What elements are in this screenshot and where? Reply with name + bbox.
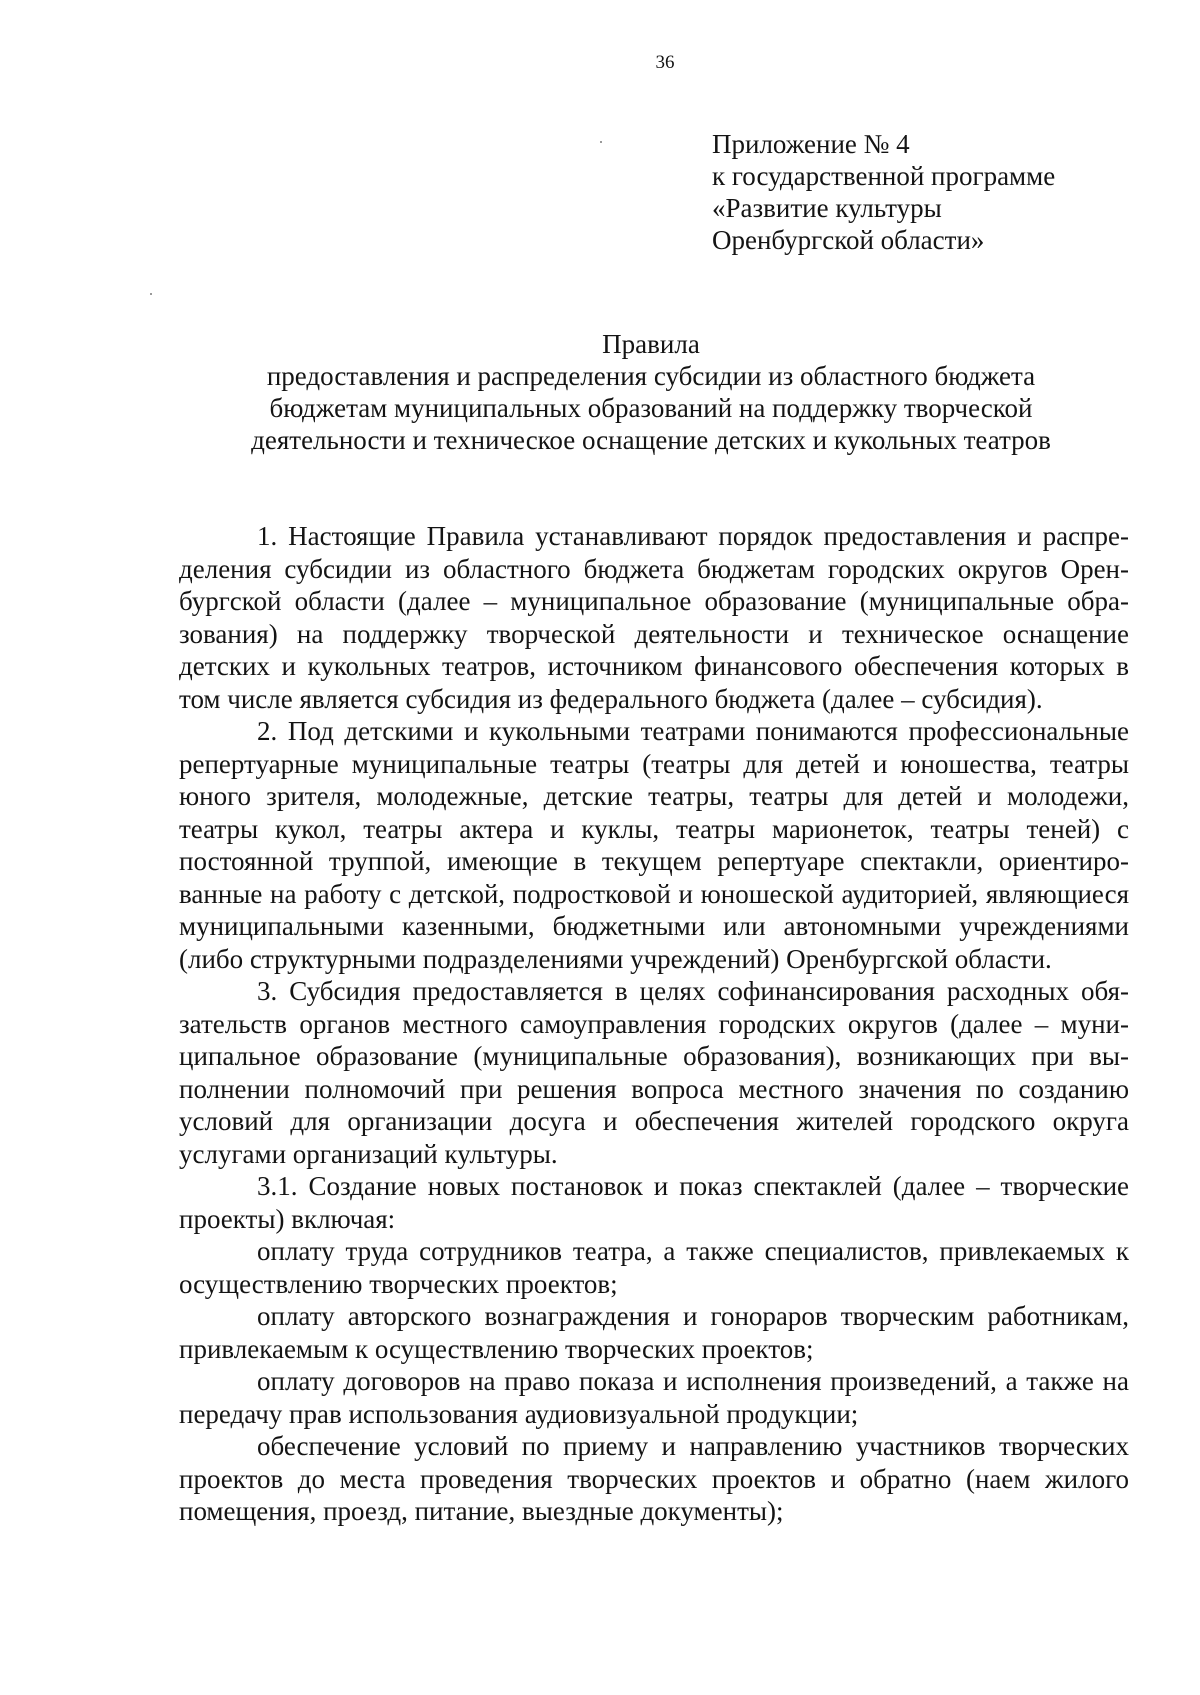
appendix-line: Оренбургской области» xyxy=(712,225,985,255)
list-item: оплату авторского вознаграждения и гонораров творческим работникам, привлекаемым к осуществлению творческих проектов; xyxy=(179,1301,1129,1364)
title-line: деятельности и техническое оснащение детских и кукольных театров xyxy=(251,425,1051,455)
appendix-line: к государственной программе xyxy=(712,161,1056,191)
appendix-header xyxy=(712,128,1055,256)
paragraph-3-1: 3.1. Создание новых постановок и показ спектаклей (далее – творческие проекты) включая: xyxy=(179,1171,1129,1234)
list-item: оплату договоров на право показа и исполнения произведений, а также на передачу прав использования аудиовизуальной продукции; xyxy=(179,1366,1129,1429)
list-item: оплату труда сотрудников театра, а также специалистов, привлекаемых к осуществлению творческих проектов; xyxy=(179,1236,1129,1299)
appendix-line: «Развитие культуры xyxy=(712,193,942,223)
document-body xyxy=(179,520,1129,1528)
appendix-line: Приложение № 4 xyxy=(712,129,910,159)
list-item: обеспечение условий по приему и направлению участников творческих проектов до места проведения творческих проектов и обратно (наем жилого помещения, проезд, питание, выездные документы); xyxy=(179,1431,1129,1526)
title-line: бюджетам муниципальных образований на поддержку творческой xyxy=(269,393,1033,423)
paragraph-1: 1. Настоящие Правила устанавливают порядок предоставления и распределения субсидии из областного бюджета бюджетам городских округов Оренбургской области (далее – муниципальное образование (муниципальные образования) на поддержку творческой деятельности и техническое оснащение детских и кукольных театров, источником финансового обеспечения которых в том числе является субсидия из федерального бюджета (далее – субсидия). xyxy=(179,521,1129,714)
paragraph-2: 2. Под детскими и кукольными театрами понимаются профессиональные репертуарные муниципальные театры (театры для детей и юношества, театры юного зрителя, молодежные, детские театры, театры для детей и молодежи, театры кукол, театры актера и куклы, театры марионеток, театры теней) с постоянной труппой, имеющие в текущем репертуаре спектакли, ориентированные на работу с детской, подростковой и юношеской аудиторией, являющиеся муниципальными казенными, бюджетными или автономными учреждениями (либо структурными подразделениями учреждений) Оренбургской области. xyxy=(179,716,1129,974)
title-heading: Правила xyxy=(602,329,700,359)
scan-speck xyxy=(600,141,602,143)
paragraph-3: 3. Субсидия предоставляется в целях софинансирования расходных обязательств органов местного самоуправления городских округов (далее – муниципальное образование (муниципальные образования), возникающих при выполнении полномочий при решения вопроса местного значения по созданию условий для организации досуга и обеспечения жителей городского округа услугами организаций культуры. xyxy=(179,976,1129,1169)
page-number: 36 xyxy=(655,52,675,73)
scan-speck xyxy=(150,293,152,295)
document-title xyxy=(210,328,1092,456)
title-line: предоставления и распределения субсидии из областного бюджета xyxy=(266,361,1036,391)
